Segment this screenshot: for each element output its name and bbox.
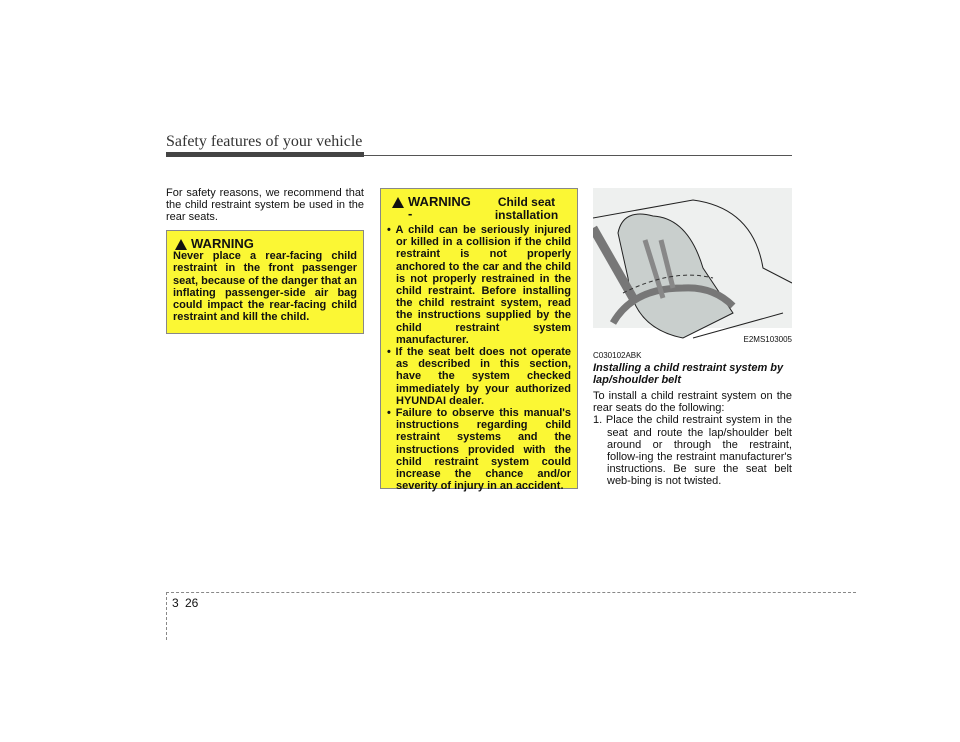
- footer-vertical-rule: [166, 592, 167, 640]
- section-code: C030102ABK: [593, 351, 642, 360]
- step-1: 1. Place the child restraint system in the seat and route the lap/shoulder belt around or through the restraint, follow-ing the restraint manufacturer's instructions. Be sure the seat belt web-bing is not twisted.: [593, 414, 792, 488]
- chapter-number: 3: [172, 596, 179, 610]
- warning-item: • A child can be seriously injured or killed in a collision if the child restraint is not properly anchored to the car and the child is not properly restrained in the child restraint. Before installing the child restraint system, read the instructions supplied by the child restraint system manufacturer.: [387, 224, 571, 346]
- warning-box-front-seat: [166, 230, 364, 334]
- warning-item: • If the seat belt does not operate as described in this section, have the system checked immediately by your authorized HYUNDAI dealer.: [387, 346, 571, 407]
- image-code: E2MS103005: [743, 335, 792, 344]
- warning-box-installation: [380, 188, 578, 493]
- warning-item: • Failure to observe this manual's instructions regarding child restraint systems and the instructions provided with the child restraint system could increase the chance and/or severity of injury in an accident.: [387, 407, 571, 492]
- child-seat-drawing: [593, 188, 792, 345]
- warning-icon: [175, 239, 187, 250]
- warning-heading: WARNING: [191, 236, 254, 251]
- section-title: Installing a child restraint system by lap/shoulder belt: [593, 362, 784, 386]
- warning-icon: [392, 197, 404, 208]
- child-seat-illustration: [593, 188, 792, 345]
- page-header-title: Safety features of your vehicle: [166, 133, 363, 150]
- intro-text: For safety reasons, we recommend that the child restraint system be used in the rear seats.: [166, 187, 364, 224]
- right-column-text: [593, 351, 792, 488]
- warning-body: Never place a rear-facing child restraint in the front passenger seat, because of the danger that an inflating passenger-side air bag could impact the rear-facing child restraint and kill the child.: [173, 250, 357, 324]
- page-number: 26: [185, 596, 199, 610]
- header-bar: [166, 152, 364, 157]
- warning-heading: WARNING -: [408, 194, 471, 222]
- warning-subheading: Child seat installation: [494, 195, 559, 222]
- header-rule: [364, 155, 792, 156]
- section-intro: To install a child restraint system on the rear seats do the following:: [593, 390, 792, 415]
- footer-rule: [166, 592, 856, 593]
